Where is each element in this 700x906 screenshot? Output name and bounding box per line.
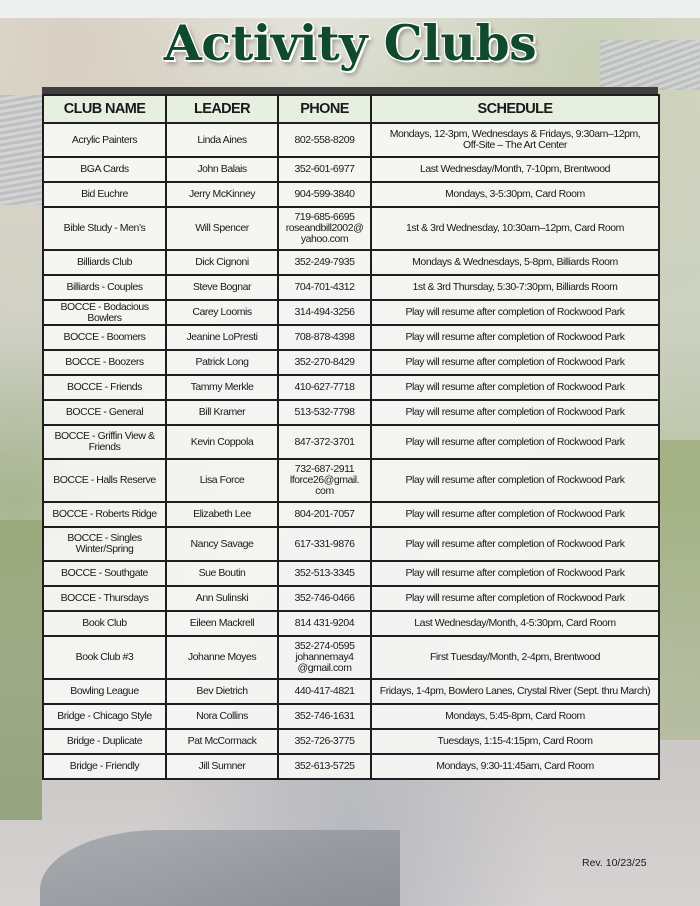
- schedule-cell: [371, 400, 659, 425]
- club-name-cell: BOCCE - Singles Winter/Spring: [43, 527, 166, 561]
- table-top-bar: [42, 87, 658, 94]
- phone-number: 704-701-4312: [294, 281, 355, 293]
- phone-number: 352-513-3345: [294, 567, 355, 579]
- leader-cell: Sue Boutin: [166, 561, 278, 586]
- table-row: [43, 561, 659, 586]
- table-row: [43, 157, 659, 182]
- table-row: [43, 300, 659, 325]
- schedule-line: Play will resume after completion of Rockwood Park: [405, 592, 625, 604]
- leader-cell: Nora Collins: [166, 704, 278, 729]
- club-name-cell: BOCCE - Bodacious Bowlers: [43, 300, 166, 325]
- phone-cell: [278, 754, 371, 779]
- schedule-cell: [371, 425, 659, 459]
- schedule-line: Mondays, 3-5:30pm, Card Room: [445, 188, 585, 200]
- club-name-cell: BGA Cards: [43, 157, 166, 182]
- phone-cell: [278, 704, 371, 729]
- phone-number: 410-627-7718: [294, 381, 355, 393]
- schedule-line: Mondays, 12-3pm, Wednesdays & Fridays, 9:30am–12pm,: [389, 128, 641, 140]
- phone-cell: [278, 300, 371, 325]
- leader-cell: Tammy Merkle: [166, 375, 278, 400]
- club-name-cell: BOCCE - Griffin View & Friends: [43, 425, 166, 459]
- schedule-cell: [371, 250, 659, 275]
- leader-cell: Jerry McKinney: [166, 182, 278, 207]
- phone-number: 804-201-7057: [294, 508, 355, 520]
- leader-cell: Pat McCormack: [166, 729, 278, 754]
- phone-cell: [278, 207, 371, 250]
- phone-number: 719-685-6695: [294, 211, 355, 223]
- club-name-cell: Billiards - Couples: [43, 275, 166, 300]
- table-row: [43, 400, 659, 425]
- email-line: johannemay4: [295, 651, 354, 663]
- phone-number: 617-331-9876: [294, 537, 355, 550]
- table-row: [43, 375, 659, 400]
- club-name-cell: BOCCE - Southgate: [43, 561, 166, 586]
- page-title: Activity Clubs: [163, 14, 537, 72]
- leader-cell: Bev Dietrich: [166, 679, 278, 704]
- club-name-cell: Bridge - Friendly: [43, 754, 166, 779]
- club-name-cell: Bridge - Chicago Style: [43, 704, 166, 729]
- club-name-cell: BOCCE - Roberts Ridge: [43, 502, 166, 527]
- leader-cell: Steve Bognar: [166, 275, 278, 300]
- table-row: [43, 527, 659, 561]
- schedule-line: Play will resume after completion of Rockwood Park: [405, 381, 625, 393]
- revision-date: Rev. 10/23/25: [582, 857, 647, 869]
- email-line: roseandbill2002@: [285, 222, 364, 234]
- table-row: [43, 275, 659, 300]
- leader-cell: Johanne Moyes: [166, 636, 278, 679]
- phone-cell: [278, 250, 371, 275]
- schedule-cell: [371, 704, 659, 729]
- leader-cell: Eileen Mackrell: [166, 611, 278, 636]
- schedule-line: First Tuesday/Month, 2-4pm, Brentwood: [429, 651, 601, 663]
- column-header-leader: LEADER: [166, 95, 278, 123]
- schedule-cell: [371, 611, 659, 636]
- schedule-line: Mondays, 9:30-11:45am, Card Room: [436, 760, 594, 772]
- leader-cell: Dick Cignoni: [166, 250, 278, 275]
- background-roof-left: [0, 95, 42, 205]
- table-row: [43, 459, 659, 502]
- phone-cell: [278, 350, 371, 375]
- schedule-cell: [371, 754, 659, 779]
- schedule-cell: [371, 561, 659, 586]
- phone-cell: [278, 527, 371, 561]
- table-row: [43, 250, 659, 275]
- background-grass-right: [658, 440, 700, 740]
- schedule-cell: [371, 207, 659, 250]
- leader-cell: Jeanine LoPresti: [166, 325, 278, 350]
- phone-cell: [278, 561, 371, 586]
- leader-cell: Elizabeth Lee: [166, 502, 278, 527]
- email-line: @gmail.com: [297, 662, 352, 674]
- background-grass-left: [0, 520, 42, 820]
- table-row: [43, 679, 659, 704]
- table-row: [43, 636, 659, 679]
- phone-cell: [278, 182, 371, 207]
- schedule-cell: [371, 502, 659, 527]
- schedule-line: Play will resume after completion of Rockwood Park: [405, 474, 625, 486]
- phone-cell: [278, 636, 371, 679]
- schedule-cell: [371, 636, 659, 679]
- phone-number: 352-613-5725: [294, 760, 355, 772]
- club-name-cell: BOCCE - General: [43, 400, 166, 425]
- club-name-cell: BOCCE - Boomers: [43, 325, 166, 350]
- schedule-cell: [371, 729, 659, 754]
- phone-number: 814 431-9204: [294, 617, 355, 629]
- phone-number: 352-249-7935: [294, 256, 355, 268]
- table-row: [43, 586, 659, 611]
- table-row: [43, 123, 659, 157]
- schedule-cell: [371, 375, 659, 400]
- schedule-line: Mondays & Wednesdays, 5-8pm, Billiards Room: [412, 256, 618, 268]
- phone-number: 352-601-6977: [294, 163, 355, 175]
- phone-cell: [278, 611, 371, 636]
- column-header-phone: PHONE: [278, 95, 371, 123]
- leader-cell: Nancy Savage: [166, 527, 278, 561]
- phone-cell: [278, 502, 371, 527]
- leader-cell: Lisa Force: [166, 459, 278, 502]
- phone-cell: [278, 586, 371, 611]
- phone-cell: [278, 325, 371, 350]
- table-row: [43, 729, 659, 754]
- leader-cell: Linda Aines: [166, 123, 278, 157]
- leader-cell: Jill Sumner: [166, 754, 278, 779]
- schedule-line: Play will resume after completion of Rockwood Park: [405, 331, 625, 343]
- phone-number: 708-878-4398: [294, 331, 355, 343]
- leader-cell: Bill Kramer: [166, 400, 278, 425]
- table-row: [43, 207, 659, 250]
- club-name-cell: BOCCE - Halls Reserve: [43, 459, 166, 502]
- leader-cell: Carey Loomis: [166, 300, 278, 325]
- schedule-cell: [371, 300, 659, 325]
- schedule-cell: [371, 679, 659, 704]
- club-name-cell: BOCCE - Boozers: [43, 350, 166, 375]
- clubs-table-container: [42, 87, 658, 780]
- schedule-cell: [371, 123, 659, 157]
- table-row: [43, 502, 659, 527]
- table-row: [43, 425, 659, 459]
- schedule-line: Last Wednesday/Month, 4-5:30pm, Card Room: [414, 617, 616, 629]
- table-row: [43, 182, 659, 207]
- phone-number: 904-599-3840: [294, 188, 355, 200]
- leader-cell: Kevin Coppola: [166, 425, 278, 459]
- club-name-cell: Bridge - Duplicate: [43, 729, 166, 754]
- phone-number: 352-270-8429: [294, 356, 355, 368]
- schedule-line: Mondays, 5:45-8pm, Card Room: [445, 710, 585, 722]
- club-name-cell: Bible Study - Men’s: [43, 207, 166, 250]
- club-name-cell: Book Club #3: [43, 636, 166, 679]
- schedule-cell: [371, 459, 659, 502]
- table-row: [43, 325, 659, 350]
- schedule-line: Play will resume after completion of Rockwood Park: [405, 406, 625, 418]
- schedule-line: Tuesdays, 1:15-4:15pm, Card Room: [437, 735, 593, 747]
- phone-cell: [278, 157, 371, 182]
- table-row: [43, 350, 659, 375]
- schedule-line: Play will resume after completion of Rockwood Park: [405, 356, 625, 368]
- club-name-cell: Billiards Club: [43, 250, 166, 275]
- club-name-cell: Bowling League: [43, 679, 166, 704]
- phone-cell: [278, 375, 371, 400]
- table-row: [43, 754, 659, 779]
- phone-cell: [278, 729, 371, 754]
- schedule-cell: [371, 350, 659, 375]
- phone-cell: [278, 679, 371, 704]
- schedule-line: Play will resume after completion of Rockwood Park: [405, 435, 625, 448]
- phone-number: 352-274-0595: [294, 640, 355, 652]
- schedule-cell: [371, 527, 659, 561]
- leader-cell: John Balais: [166, 157, 278, 182]
- phone-cell: [278, 123, 371, 157]
- schedule-line: 1st & 3rd Wednesday, 10:30am–12pm, Card Room: [406, 222, 624, 234]
- schedule-line: Off-Site – The Art Center: [463, 139, 567, 151]
- email-line: yahoo.com: [300, 233, 349, 245]
- schedule-line: Last Wednesday/Month, 7-10pm, Brentwood: [419, 163, 611, 175]
- schedule-line: Play will resume after completion of Rockwood Park: [405, 567, 625, 579]
- phone-cell: [278, 275, 371, 300]
- schedule-line: Play will resume after completion of Rockwood Park: [405, 537, 625, 550]
- table-row: [43, 611, 659, 636]
- schedule-cell: [371, 275, 659, 300]
- phone-cell: [278, 459, 371, 502]
- phone-number: 352-746-1631: [294, 710, 355, 722]
- schedule-line: 1st & 3rd Thursday, 5:30-7:30pm, Billiards Room: [412, 281, 618, 293]
- column-header-club-name: CLUB NAME: [43, 95, 166, 123]
- table-header-row: [43, 95, 659, 123]
- leader-cell: Ann Sulinski: [166, 586, 278, 611]
- schedule-line: Play will resume after completion of Rockwood Park: [405, 306, 625, 318]
- phone-number: 847-372-3701: [294, 435, 355, 448]
- phone-number: 314-494-3256: [294, 306, 355, 318]
- phone-number: 513-532-7798: [294, 406, 355, 418]
- phone-number: 732-687-2911: [294, 463, 355, 475]
- email-line: lforce26@gmail.: [289, 474, 360, 486]
- phone-cell: [278, 425, 371, 459]
- club-name-cell: Book Club: [43, 611, 166, 636]
- background-road: [40, 830, 400, 906]
- leader-cell: Will Spencer: [166, 207, 278, 250]
- club-name-cell: BOCCE - Friends: [43, 375, 166, 400]
- schedule-cell: [371, 325, 659, 350]
- table-row: [43, 704, 659, 729]
- phone-number: 352-726-3775: [294, 735, 355, 747]
- phone-number: 440-417-4821: [294, 685, 355, 697]
- club-name-cell: Acrylic Painters: [43, 123, 166, 157]
- phone-cell: [278, 400, 371, 425]
- phone-number: 802-558-8209: [294, 133, 355, 146]
- club-name-cell: BOCCE - Thursdays: [43, 586, 166, 611]
- club-name-cell: Bid Euchre: [43, 182, 166, 207]
- column-header-schedule: SCHEDULE: [371, 95, 659, 123]
- schedule-line: Fridays, 1-4pm, Bowlero Lanes, Crystal River (Sept. thru March): [379, 685, 651, 697]
- leader-cell: Patrick Long: [166, 350, 278, 375]
- schedule-cell: [371, 182, 659, 207]
- schedule-cell: [371, 586, 659, 611]
- schedule-cell: [371, 157, 659, 182]
- phone-number: 352-746-0466: [294, 592, 355, 604]
- email-line: com: [315, 485, 334, 497]
- schedule-line: Play will resume after completion of Rockwood Park: [405, 508, 625, 520]
- clubs-table: [42, 94, 660, 780]
